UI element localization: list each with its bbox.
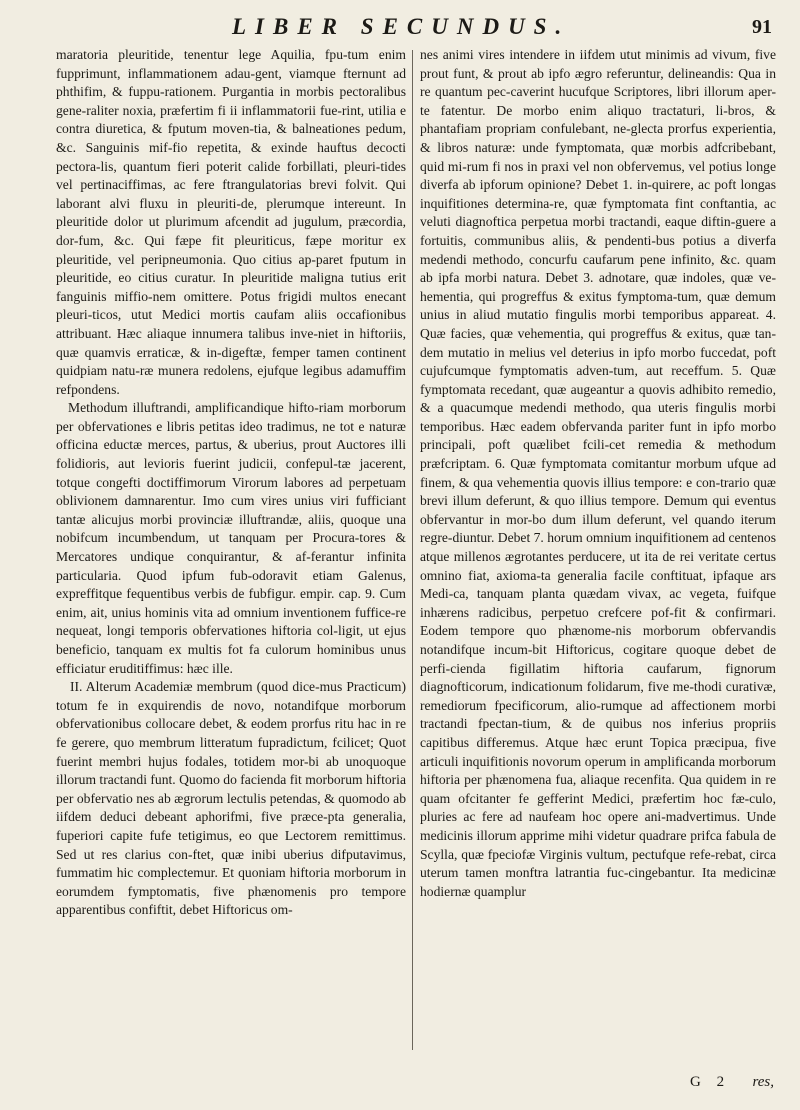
left-column	[56, 46, 406, 1056]
catchword: res,	[752, 1074, 774, 1090]
left-paragraph-2: Methodum illuftrandi, amplificandique hifto-riam morborum per obfervationes e libris petitas ideo tradimus, ne tot e naturæ officina eductæ merces, partus, & uberius, prout Auctores illi folidioris, aut levioris fuerint judicii, confepul-tæ jacerent, totque congefti doctiffimorum Virorum labores ad perpetuam oblivionem damnarentur. Imo cum vires unius viri fufficiant tantæ alicujus morbi provinciæ illuftrandæ, aliis, quoque una nobifcum incumbendum, ut tanquam per Procura-tores & Mercatores undique conquirantur, & af-ferantur infinita particularia. Quod ipfum fub-odoravit etiam Galenus, expreffitque fequentibus verbis de fubfigur. empir. cap. 9. Cum enim, ait, unius hominis vita ad omnium inventionem fuffice-re nequeat, longi temporis obfervationes hiftoria col-ligit, ut ejus beneficio, tanquam ex multis fot fa culorum hominibus unus efficiatur eruditiffimus: hæc ille.	[56, 400, 406, 676]
signature-mark: G 2	[690, 1074, 731, 1090]
left-paragraph-3: II. Alterum Academiæ membrum (quod dice-mus Practicum) totum fe in exquirendis de novo, notandifque morborum obfervationibus collocare debet, & eodem prorfus ritu hac in re fe gerere, quo membrum litteratum fupradictum, fcilicet; Quot fuerint membri hujus fodales, totidem mor-bi ab unoquoque illorum tractandi funt. Quomo do faciendа fit morborum hiftoria per obfervatio nes ab ægrorum lectulis petendas, & quomodo ab iifdem deduci debeant aphorifmi, five præce-pta generalia, fuperiori capite fufe tetigimus, eo que Lectorem remittimus. Sed ut res clarius con-ftet, quæ inibi uberius difputavimus, fummatim hic complectemur. Et quoniam hiftoria morborum in eorumdem fymptomatis, five phænomenis pro tempore apparentibus confiftit, debet Hiftoricus om-	[56, 679, 406, 918]
running-head: LIBER SECUNDUS.	[232, 14, 571, 39]
column-divider	[412, 50, 413, 1050]
right-paragraph-1: nes animi vires intendere in iifdem utut minimis ad vivum, five prout funt, & prout ab ipfo ægro referuntur, delineandis: Qua in re quantum pec-caverint hucufque Scriptores, libri illorum aper-te fatentur. De morbo enim aliquo tractaturi, li-bros, & phantafiam propriam confulebant, ne-glecta prorfus experientia, & libros naturæ: unde fymptomata, quæ morbis adfcribebant, quid mi-rum fi nos in praxi vel non obfervemus, vel potius longe diverfa ab ipforum opinione? Debet 1. in-quirere, ac poft longas inquifitiones determina-re, quæ fymptomata fint conftantia, ac veluti diagnoftica perpetua morbi tractandi, eaque diftin-guere a fortuitis, communibus aliis, & pendenti-bus potius a diverfa medendi methodo, concurfu caufarum pene infinito, &c. quam ab ipfa morbi natura. Debet 3. adnotare, quæ indoles, quæ ve-hementia, qui progreffus & exitus fymptoma-tum, quæ demum unius in aliud mutatio fingulis morbi temporibus appareat. 4. Quæ facies, quæ vehementia, qui progreffus & exitus, quæ tan-dem mutatio in melius vel deterius in ipfo morbo fuccedat, poft cujufcumque fymptomatis adven-tum, aut receffum. 5. Quæ fymptomata recedant, quæ augeantur a quovis adhibito remedio, & a quacumque medendi methodo, qua uteris fingulis morbi temporibus. Hæc eadem obfervanda pariter funt in ipfo morbo principali, poft quælibet fcili-cet remedia & methodum præfcriptam. 6. Quæ fymptomata comitantur morbum ufque ad finem, & qua vehementia quovis illius tempore: e con-trario quæ brevi illum deferunt, & quo illius tempore. Demum qui eventus obfervantur in mor-bo dum illum deferunt, vel quando iterum regre-diuntur. Debet 7. horum omnium inquifitionem ad centenos atque millenos ægrotantes perducere, ut ita de rei veritate certus omnino fiat, axioma-ta generalia facile conftituat, ipfaque ars Medi-ca, tanquam planta quædam vivax, ac vegeta, fuifque inhærens radicibus, perpetuo crefcere pof-fit & confirmari. Eodem tempore quo phænome-nis morborum obfervandis notandifque incum-bit Hiftoricus, cogitare quoque debet de perfi-cienda figillatim hiftoria caufarum, fignorum diagnofticorum, indicationum folidarum, five me-thodi curativæ, remediorum fpecificorum, alio-rumque ad affectionem morbi tractandi fpectan-tium, & de quibus nos inferius propriis capitibus differemus. Atque hæc erunt Topica præcipua, five articuli inquifitionis novorum operum in amplificanda morborum hiftoria per phænomena fua, aliaque recenfita. Qua quidem in re quam ofcitanter fe gefferint Medici, præfertim hoc fæ-culo, pluries ac fere ad naufeam hoc opere ani-madvertimus. Unde medicinis illorum apprime mihi videtur quadrare prifca fabula de Scylla, quæ fpeciofæ Virginis vultum, pectufque refe-rebat, circa uterum tamen monftra latrantia fuc-cingebantur. Ita medicinæ hodiernæ quamplur	[420, 47, 776, 899]
page-footer	[420, 1074, 778, 1100]
right-column	[420, 46, 776, 1056]
left-paragraph-1: maratoria pleuritide, tenentur lege Aquilia, fpu-tum enim fupprimunt, inflammationem adau-gent, viamque fternunt ad phthifim, & fuppu-rationem. Purgantia in morbis pectoralibus gene-raliter noxia, præfertim fi ii inflammatorii fue-rint, utilia e contra diuretica, & fputum moven-tia, & balneationes pedum, &c. Sanguinis mif-fio repetita, & exinde hauftus decocti pectora-lis, quantum fieri poterit calide forbillati, pleuri-tides vel pertinaciffimas, ac fere ftrangulatorias brevi folvit. Qui laborant alvi fluxu in pleuriti-de, plerumque intereunt. In pleuritide dolor ut plurimum afcendit ad jugulum, præcordia, dor-fum, &c. Qui fæpe fit pleuriticus, fæpe moritur ex pleuritide, vel peripneumonia. Quo citius ap-paret fputum in pleuritide, eo citius curatur. In pleuritide maligna tutius erit fanguinis miffio-nem omittere. Potus frigidi multos enecant pleuri-ticos, utut Medici mortis caufam aliis occafionibus attribuant. Hæc aliaque innumera talibus inve-niet in hiftoriis, quæ quamvis erraticæ, & in-digeftæ, femper tamen continent quidpiam natu-ræ munera redolens, ejufque legibus adamuffim refpondens.	[56, 47, 406, 397]
page-number: 91	[752, 16, 772, 38]
